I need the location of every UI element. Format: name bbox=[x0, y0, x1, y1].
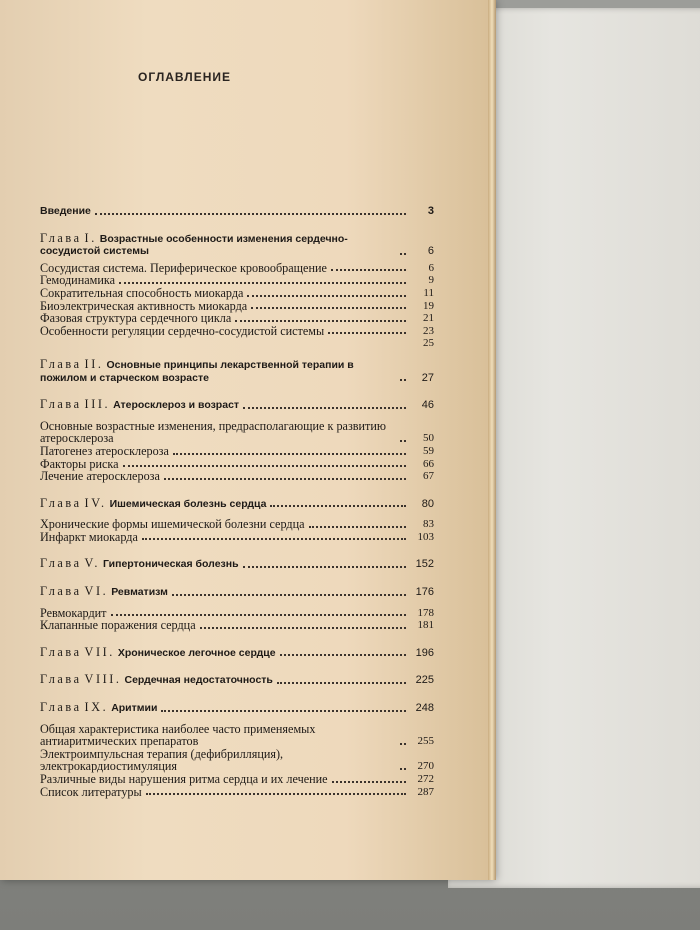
toc-section: Сосудистая система. Периферическое кровообращение 6 bbox=[40, 260, 434, 275]
page-number: 248 bbox=[415, 702, 434, 715]
page-number: 6 bbox=[428, 261, 434, 274]
page-number: 67 bbox=[423, 470, 434, 483]
toc-section: Основные возрастные изменения, предрасполагающие к развитию атеросклероза 50 bbox=[40, 418, 434, 446]
toc-chapter-9: Глава IX. Аритмии 248 bbox=[40, 700, 434, 715]
page-number: 23 bbox=[423, 324, 434, 337]
page-number: 152 bbox=[415, 558, 434, 571]
page-number: 255 bbox=[417, 735, 434, 748]
toc-section: Ревмокардит 178 bbox=[40, 605, 434, 620]
page-number: 272 bbox=[417, 773, 434, 785]
page-number: 80 bbox=[421, 497, 434, 510]
page-number: 21 bbox=[423, 312, 434, 325]
table-of-contents bbox=[40, 205, 434, 798]
toc-section: Общая характеристика наиболее часто применяемых антиаритмических препаратов 255 bbox=[40, 721, 434, 749]
page-number: 19 bbox=[423, 299, 434, 312]
toc-section: Особенности регуляции сердечно-сосудистой системы 23 bbox=[40, 323, 434, 338]
page-number: 59 bbox=[423, 444, 434, 457]
toc-section: Клапанные поражения сердца 181 bbox=[40, 618, 434, 633]
page-number: 3 bbox=[427, 205, 434, 217]
page-number: 9 bbox=[428, 274, 434, 287]
toc-chapter-6: Глава VI. Ревматизм 176 bbox=[40, 584, 434, 599]
toc-entry-intro: Введение 3 bbox=[40, 205, 434, 217]
toc-section: Патогенез атеросклероза 59 bbox=[40, 443, 434, 458]
toc-chapter-4: Глава IV. Ишемическая болезнь сердца 80 bbox=[40, 495, 434, 510]
page-number: 287 bbox=[417, 785, 434, 798]
page-number: 25 bbox=[423, 337, 434, 350]
toc-section: Различные виды нарушения ритма сердца и их лечение 272 bbox=[40, 772, 434, 786]
toc-chapter-5: Глава V. Гипертоническая болезнь 152 bbox=[40, 556, 434, 571]
page-number: 176 bbox=[415, 586, 434, 599]
toc-section: Факторы риска 66 bbox=[40, 456, 434, 471]
page-number: 103 bbox=[417, 530, 434, 543]
toc-section: Электроимпульсная терапия (дефибрилляция), электрокардиостимуляция 270 bbox=[40, 746, 434, 774]
toc-section: Инфаркт миокарда 103 bbox=[40, 529, 434, 544]
toc-section: Лечение атеросклероза 67 bbox=[40, 469, 434, 484]
toc-section: Список литературы 287 bbox=[40, 784, 434, 799]
toc-section bbox=[40, 337, 434, 350]
page-number: 6 bbox=[427, 245, 434, 258]
toc-section: Гемодинамика 9 bbox=[40, 273, 434, 288]
page-number: 46 bbox=[421, 399, 434, 412]
toc-chapter-2: Глава II. Основные принципы лекарственной терапии в пожилом и старческом возрасте 27 bbox=[40, 356, 434, 384]
toc-chapter-7: Глава VII. Хроническое легочное сердце 196 bbox=[40, 644, 434, 659]
page-number: 11 bbox=[423, 286, 434, 299]
page-number: 225 bbox=[415, 674, 434, 687]
page-number: 83 bbox=[423, 518, 434, 531]
page-number: 178 bbox=[417, 606, 434, 619]
page-number: 66 bbox=[423, 457, 434, 470]
page-number: 196 bbox=[415, 646, 434, 659]
toc-section: Фазовая структура сердечного цикла 21 bbox=[40, 311, 434, 326]
page-number: 270 bbox=[417, 760, 434, 773]
page-number: 50 bbox=[423, 432, 434, 445]
toc-chapter-1: Глава I. Возрастные особенности изменения сердечно-сосудистой системы 6 bbox=[40, 230, 434, 258]
toc-section: Хронические формы ишемической болезни сердца 83 bbox=[40, 517, 434, 532]
page-edge bbox=[488, 0, 496, 880]
toc-chapter-3: Глава III. Атеросклероз и возраст 46 bbox=[40, 397, 434, 412]
toc-chapter-8: Глава VIII. Сердечная недостаточность 225 bbox=[40, 672, 434, 687]
page-number: 27 bbox=[421, 371, 434, 384]
page-number: 181 bbox=[417, 619, 434, 632]
toc-section: Биоэлектрическая активность миокарда 19 bbox=[40, 298, 434, 313]
toc-heading: ОГЛАВЛЕНИЕ bbox=[138, 70, 232, 84]
toc-section: Сократительная способность миокарда 11 bbox=[40, 285, 434, 300]
